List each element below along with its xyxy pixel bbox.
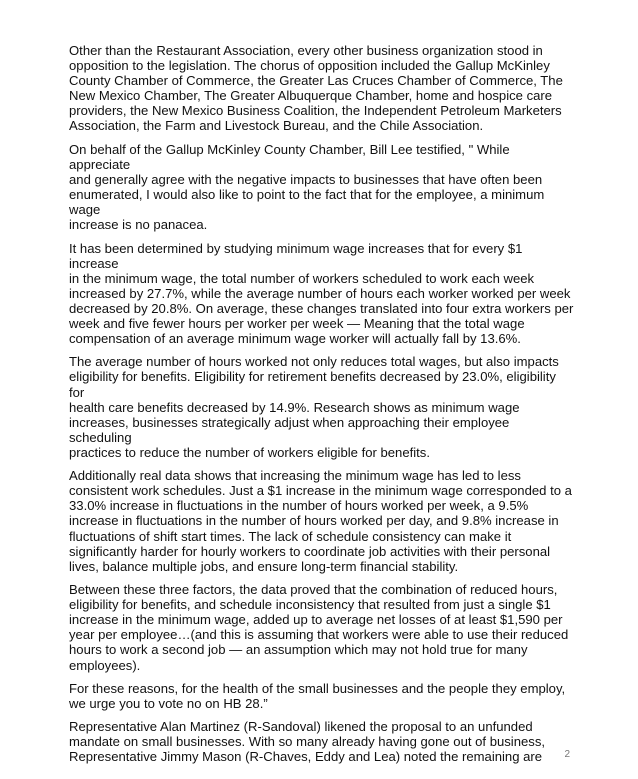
document-body: [69, 43, 574, 773]
page-number: 2: [564, 749, 570, 760]
paragraph-opposition-list: Other than the Restaurant Association, every other business organization stood in opposition to the legislation. The chorus of opposition included the Gallup McKinley County Chamber of Commerce, the Greater Las Cruces Chamber of Commerce, The New Mexico Chamber, The Greater Albuquerque Chamber, home and hospice care providers, the New Mexico Business Coalition, the Independent Petroleum Marketers Association, the Farm and Livestock Bureau, and the Chile Association.: [69, 43, 563, 134]
paragraph-representatives: Representative Alan Martinez (R-Sandoval) likened the proposal to an unfunded mandate on small businesses. With so many already having gone out of business, Representative Jimmy Mason (R-Chaves, Eddy and Lea) noted the remaining are: [69, 719, 546, 765]
paragraph-wage-study: It has been determined by studying minimum wage increases that for every $1 increase in the minimum wage, the total number of workers scheduled to work each week increased by 27.7%, while the average number of hours each worker worked per week decreased by 20.8%. On average, these changes translated into four extra workers per week and five fewer hours per worker per week — Meaning that the total wage compensation of an average minimum wage worker will actually fall by 13.6%.: [69, 240, 574, 347]
paragraph-net-losses: Between these three factors, the data proved that the combination of reduced hours, eligibility for benefits, and schedule inconsistency that resulted from just a single $1 increase in the minimum wage, added up to average net losses of at least $1,590 per year per employee…(and this is assuming that workers were able to use their reduced hours to work a second job — an assumption which may not hold true for many employees).: [69, 582, 569, 673]
paragraph-vote-no: For these reasons, for the health of the small businesses and the people they employ, we urge you to vote no on HB 28.”: [69, 680, 566, 711]
paragraph-benefits-eligibility: The average number of hours worked not only reduces total wages, but also impacts eligibility for benefits. Eligibility for retirement benefits decreased by 23.0%, eligibility for health care benefits decreased by 14.9%. Research shows as minimum wage increases, businesses strategically adjust when approaching their employee scheduling practices to reduce the number of workers eligible for benefits.: [69, 354, 559, 460]
paragraph-schedule-consistency: Additionally real data shows that increasing the minimum wage has led to less consistent work schedules. Just a $1 increase in the minimum wage corresponded to a 33.0% increase in fluctuations in the number of hours worked per week, a 9.5% increase in fluctuations in the number of hours worked per day, and 9.8% increase in fluctuations of shift start times. The lack of schedule consistency can make it significantly harder for hourly workers to coordinate job activities with their personal lives, balance multiple jobs, and ensure long-term financial stability.: [69, 468, 572, 574]
paragraph-bill-lee-testimony: On behalf of the Gallup McKinley County Chamber, Bill Lee testified, " While appreciate and generally agree with the negative impacts to businesses that have often been enumerated, I would also like to point to the fact that for the employee, a minimum wage increase is no panacea.: [69, 141, 545, 233]
